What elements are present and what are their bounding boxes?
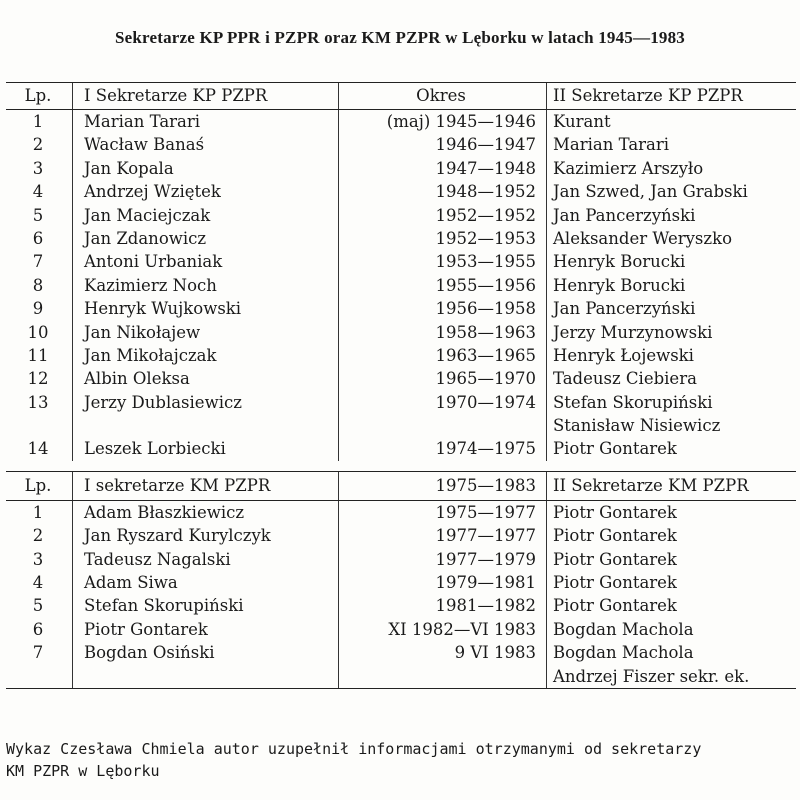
cell-period: 1979—1981 bbox=[435, 573, 536, 593]
table-row bbox=[6, 618, 796, 641]
cell-first-secretary: Adam Siwa bbox=[84, 573, 178, 593]
cell-period: 1952—1952 bbox=[435, 205, 536, 225]
cell-first-secretary: Leszek Lorbiecki bbox=[84, 439, 226, 459]
cell-second-secretary: Bogdan Machola bbox=[553, 619, 694, 639]
header-second-secretaries: II Sekretarze KP PZPR bbox=[553, 86, 743, 105]
table-row bbox=[6, 414, 796, 437]
cell-lp: 7 bbox=[32, 643, 44, 663]
table-row bbox=[6, 274, 796, 297]
cell-lp: 5 bbox=[32, 205, 44, 225]
cell-second-secretary: Kazimierz Arszyło bbox=[553, 158, 704, 178]
cell-first-secretary: Kazimierz Noch bbox=[84, 275, 217, 295]
cell-second-secretary: Jan Pancerzyński bbox=[553, 205, 696, 225]
cell-period: (maj) 1945—1946 bbox=[386, 112, 536, 131]
cell-first-secretary: Jan Zdanowicz bbox=[84, 228, 207, 248]
cell-period: 1953—1955 bbox=[435, 252, 536, 272]
cell-period: 1956—1958 bbox=[435, 299, 536, 319]
secretaries-table bbox=[6, 82, 796, 689]
cell-period: 1965—1970 bbox=[435, 369, 536, 389]
cell-first-secretary: Antoni Urbaniak bbox=[84, 252, 223, 272]
header-first-secretaries: I sekretarze KM PZPR bbox=[84, 475, 271, 495]
footnote-line: Wykaz Czesława Chmiela autor uzupełnił informacjami otrzymanymi od sekretarzy bbox=[6, 740, 702, 758]
cell-period: 1977—1977 bbox=[435, 526, 536, 546]
cell-second-secretary: Henryk Borucki bbox=[553, 275, 686, 295]
table-row bbox=[6, 548, 796, 571]
cell-second-secretary: Marian Tarari bbox=[553, 135, 670, 155]
header-first-secretaries: I Sekretarze KP PZPR bbox=[84, 86, 268, 105]
cell-period: 1974—1975 bbox=[435, 439, 536, 459]
table-row bbox=[6, 524, 796, 547]
table-header-row bbox=[6, 83, 796, 110]
header-second-secretaries: II Sekretarze KM PZPR bbox=[553, 475, 749, 495]
table-row bbox=[6, 297, 796, 320]
cell-second-secretary: Henryk Borucki bbox=[553, 252, 686, 272]
cell-period: 1970—1974 bbox=[435, 392, 536, 412]
cell-lp: 1 bbox=[32, 112, 44, 131]
cell-first-secretary: Bogdan Osiński bbox=[84, 643, 215, 663]
table-row bbox=[6, 250, 796, 273]
cell-second-secretary: Bogdan Machola bbox=[553, 643, 694, 663]
cell-first-secretary: Albin Oleksa bbox=[84, 369, 190, 389]
cell-second-secretary: Piotr Gontarek bbox=[553, 573, 677, 593]
table-row bbox=[6, 344, 796, 367]
cell-period: 1948—1952 bbox=[435, 182, 536, 202]
cell-first-secretary: Jan Ryszard Kurylczyk bbox=[84, 526, 271, 546]
cell-lp: 12 bbox=[27, 369, 49, 389]
table-row bbox=[6, 594, 796, 617]
cell-period: 1975—1977 bbox=[435, 502, 536, 522]
cell-lp: 7 bbox=[32, 252, 44, 272]
cell-lp: 5 bbox=[32, 596, 44, 616]
cell-second-secretary: Piotr Gontarek bbox=[553, 502, 677, 522]
footnote-line: KM PZPR w Lęborku bbox=[6, 762, 160, 780]
header-lp: Lp. bbox=[24, 86, 52, 105]
table-header-row bbox=[6, 471, 796, 501]
table-row bbox=[6, 641, 796, 664]
table-row bbox=[6, 437, 796, 460]
table-row bbox=[6, 501, 796, 524]
cell-period: 1946—1947 bbox=[435, 135, 536, 155]
cell-period: 1977—1979 bbox=[435, 549, 536, 569]
table-row bbox=[6, 180, 796, 203]
table-row bbox=[6, 157, 796, 180]
cell-lp: 4 bbox=[32, 573, 44, 593]
cell-lp: 4 bbox=[32, 182, 44, 202]
table-row bbox=[6, 227, 796, 250]
cell-lp: 6 bbox=[32, 619, 44, 639]
section-km-rows bbox=[6, 501, 796, 688]
cell-period: 1947—1948 bbox=[435, 158, 536, 178]
cell-period: 1963—1965 bbox=[435, 345, 536, 365]
cell-first-secretary: Jan Mikołajczak bbox=[84, 345, 217, 365]
cell-second-secretary: Jerzy Murzynowski bbox=[553, 322, 713, 342]
cell-first-secretary: Jan Maciejczak bbox=[84, 205, 211, 225]
cell-first-secretary: Jan Nikołajew bbox=[84, 322, 201, 342]
cell-period: 9 VI 1983 bbox=[454, 643, 536, 663]
table-row bbox=[6, 665, 796, 688]
header-period: 1975—1983 bbox=[435, 475, 536, 495]
cell-lp: 2 bbox=[32, 526, 44, 546]
cell-period: 1981—1982 bbox=[435, 596, 536, 616]
cell-second-secretary: Aleksander Weryszko bbox=[553, 228, 733, 248]
cell-second-secretary: Tadeusz Ciebiera bbox=[553, 369, 697, 389]
cell-first-secretary: Adam Błaszkiewicz bbox=[84, 502, 245, 522]
header-period: Okres bbox=[416, 86, 466, 105]
cell-first-secretary: Stefan Skorupiński bbox=[84, 596, 244, 616]
cell-second-secretary: Andrzej Fiszer sekr. ek. bbox=[553, 666, 750, 686]
cell-lp: 8 bbox=[32, 275, 44, 295]
cell-lp: 13 bbox=[27, 392, 49, 412]
table-row bbox=[6, 110, 796, 133]
cell-lp: 6 bbox=[32, 228, 44, 248]
cell-first-secretary: Andrzej Wziętek bbox=[84, 182, 221, 202]
table-row bbox=[6, 321, 796, 344]
cell-lp: 14 bbox=[27, 439, 49, 459]
cell-lp: 10 bbox=[27, 322, 49, 342]
footnote bbox=[6, 738, 800, 782]
header-lp: Lp. bbox=[24, 475, 52, 495]
cell-lp: 9 bbox=[32, 299, 44, 319]
section-km bbox=[6, 471, 796, 688]
cell-second-secretary: Henryk Łojewski bbox=[553, 345, 694, 365]
cell-lp: 3 bbox=[32, 158, 44, 178]
cell-period: XI 1982—VI 1983 bbox=[388, 619, 536, 639]
cell-first-secretary: Henryk Wujkowski bbox=[84, 299, 242, 319]
section-kp bbox=[6, 83, 796, 461]
cell-period: 1952—1953 bbox=[435, 228, 536, 248]
table-row bbox=[6, 391, 796, 414]
cell-second-secretary: Jan Szwed, Jan Grabski bbox=[553, 182, 748, 202]
cell-lp: 2 bbox=[32, 135, 44, 155]
cell-period: 1958—1963 bbox=[435, 322, 536, 342]
cell-first-secretary: Jan Kopala bbox=[84, 158, 174, 178]
cell-first-secretary: Marian Tarari bbox=[84, 112, 201, 131]
table-row bbox=[6, 133, 796, 156]
cell-lp: 3 bbox=[32, 549, 44, 569]
table-row bbox=[6, 367, 796, 390]
cell-second-secretary: Piotr Gontarek bbox=[553, 526, 677, 546]
cell-second-secretary: Jan Pancerzyński bbox=[553, 299, 696, 319]
cell-lp: 1 bbox=[32, 502, 44, 522]
cell-first-secretary: Wacław Banaś bbox=[84, 135, 205, 155]
page-title: Sekretarze KP PPR i PZPR oraz KM PZPR w Lęborku w latach 1945—1983 bbox=[114, 28, 686, 47]
table-row bbox=[6, 204, 796, 227]
cell-period: 1955—1956 bbox=[435, 275, 536, 295]
cell-second-secretary: Piotr Gontarek bbox=[553, 596, 677, 616]
cell-second-secretary: Piotr Gontarek bbox=[553, 439, 677, 459]
table-row bbox=[6, 571, 796, 594]
section-kp-rows bbox=[6, 110, 796, 461]
cell-second-secretary: Kurant bbox=[553, 112, 611, 131]
cell-lp: 11 bbox=[27, 345, 49, 365]
cell-first-secretary: Piotr Gontarek bbox=[84, 619, 208, 639]
cell-first-secretary: Tadeusz Nagalski bbox=[84, 549, 231, 569]
cell-second-secretary: Stefan Skorupiński bbox=[553, 392, 713, 412]
cell-second-secretary: Stanisław Nisiewicz bbox=[553, 416, 721, 436]
cell-second-secretary: Piotr Gontarek bbox=[553, 549, 677, 569]
cell-first-secretary: Jerzy Dublasiewicz bbox=[84, 392, 242, 412]
